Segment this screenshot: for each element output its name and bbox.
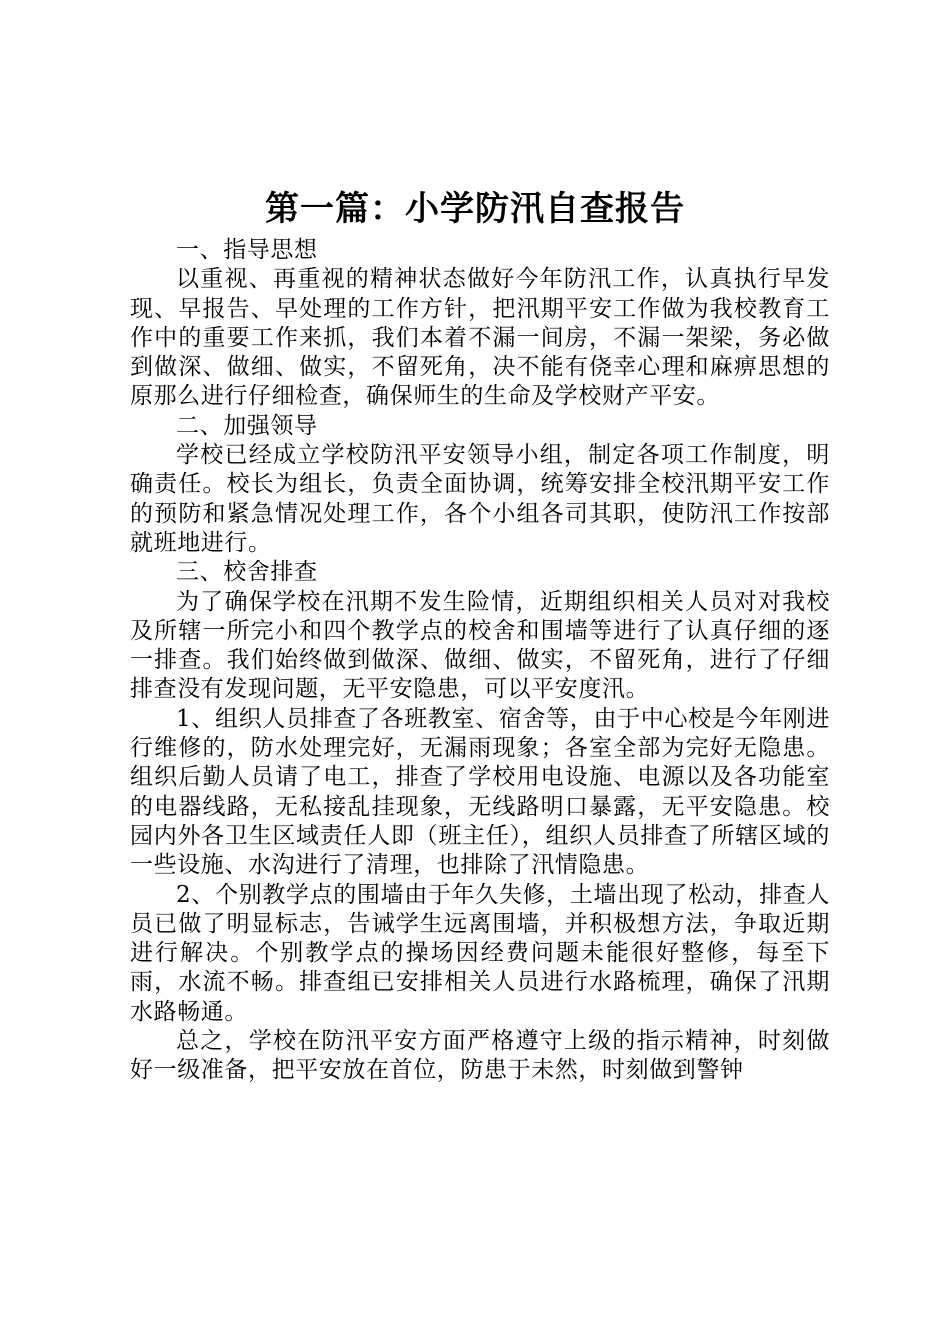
paragraph: 以重视、再重视的精神状态做好今年防汛工作，认真执行早发现、早报告、早处理的工作方针，把汛期平安工作做为我校教育工作中的重要工作来抓，我们本着不漏一间房，不漏一架梁，务必做到做深、做细、做实，不留死角，决不能有侥幸心理和麻痹思想的原那么进行仔细检查，确保师生的生命及学校财产平安。 [130, 266, 830, 410]
section-heading-guiding-ideology: 一、指导思想 [176, 237, 318, 263]
paragraph: 1、组织人员排查了各班教室、宿舍等，由于中心校是今年刚进行维修的，防水处理完好，无漏雨现象；各室全部为完好无隐患。组织后勤人员请了电工，排查了学校用电设施、电源以及各功能室的电器线路，无私接乱挂现象，无线路明口暴露，无平安隐患。校园内外各卫生区域责任人即（班主任），组织人员排查了所辖区域的一些设施、水沟进行了清理，也排除了汛情隐患。 [130, 705, 830, 879]
document-body [130, 236, 830, 1086]
paragraph: 2、个别教学点的围墙由于年久失修，土墙出现了松动，排查人员已做了明显标志，告诫学生远离围墙，并积极想方法，争取近期进行解决。个别教学点的操场因经费问题未能很好整修，每至下雨，水流不畅。排查组已安排相关人员进行水路梳理，确保了汛期水路畅通。 [130, 881, 830, 1025]
page-title: 第一篇：小学防汛自查报告 [265, 189, 685, 229]
paragraph: 总之，学校在防汛平安方面严格遵守上级的指示精神，时刻做好一级准备，把平安放在首位，防患于未然，时刻做到警钟 [130, 1028, 830, 1084]
paragraph: 学校已经成立学校防汛平安领导小组，制定各项工作制度，明确责任。校长为组长，负责全面协调，统筹安排全校汛期平安工作的预防和紧急情况处理工作，各个小组各司其职，使防汛工作按部就班地进行。 [130, 442, 830, 556]
paragraph: 为了确保学校在汛期不发生险情，近期组织相关人员对对我校及所辖一所完小和四个教学点的校舍和围墙等进行了认真仔细的逐一排查。我们始终做到做深、做细、做实，不留死角，进行了仔细排查没有发现问题，无平安隐患，可以平安度汛。 [130, 588, 830, 703]
section-heading-school-inspection: 三、校舍排查 [176, 559, 318, 586]
section-heading-strengthen-leadership: 二、加强领导 [176, 412, 318, 439]
